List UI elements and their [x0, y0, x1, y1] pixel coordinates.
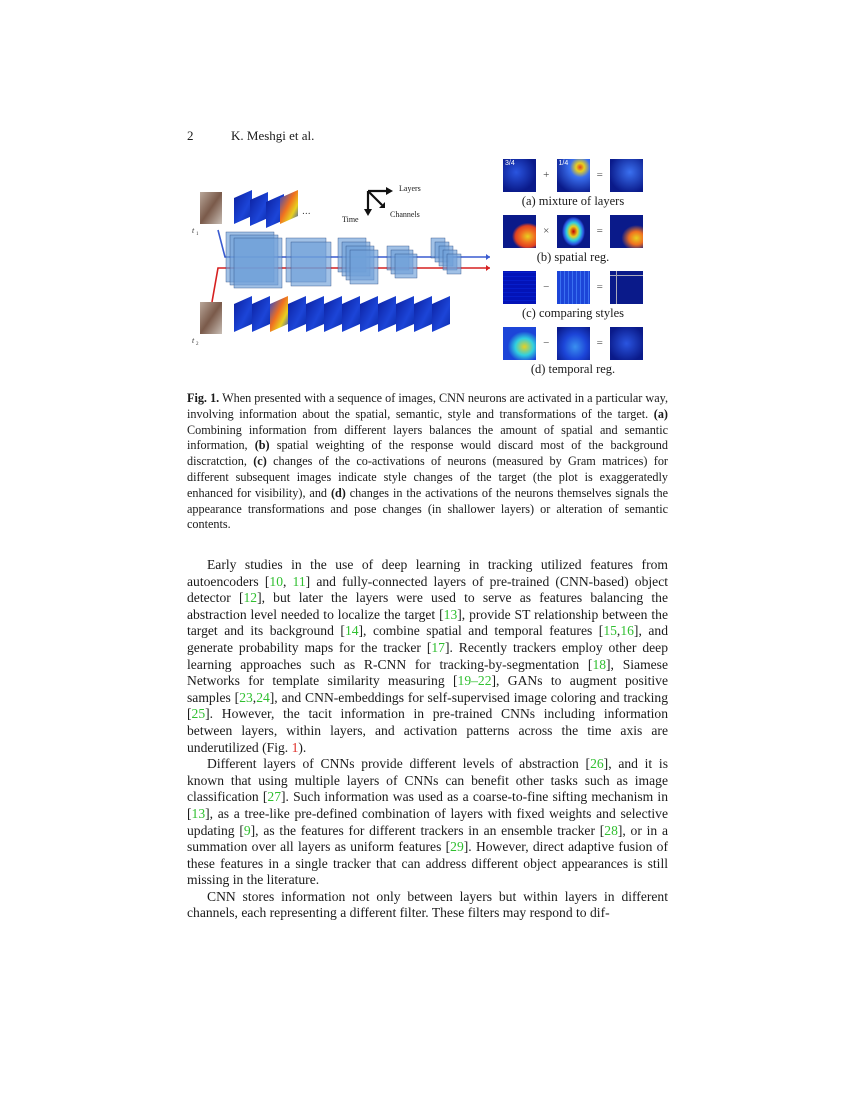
- diagram-graphic: [190, 180, 490, 350]
- citation-link[interactable]: 27: [267, 789, 281, 805]
- axis-label-time: Time: [342, 215, 359, 224]
- frame-t1-photo: [200, 192, 222, 224]
- panel-b-label: (b) spatial reg.: [536, 250, 610, 264]
- citation-link[interactable]: 17: [431, 639, 445, 655]
- page-number: 2: [187, 128, 194, 143]
- figure-subpanels: [503, 158, 643, 382]
- cnn-activation-diagram: [190, 180, 490, 350]
- gram-diff-thumb: [610, 271, 643, 304]
- citation-link[interactable]: 9: [243, 822, 251, 838]
- t2-feature-maps: [234, 296, 450, 332]
- panel-a-label: (a) mixture of layers: [521, 194, 625, 208]
- equals-operator: =: [596, 281, 603, 293]
- activation-diff-thumb: [610, 327, 643, 360]
- citation-link[interactable]: 13: [443, 606, 458, 622]
- gaussian-prior-thumb: [557, 215, 590, 248]
- paragraph-2: Different layers of CNNs provide different levels of abstraction [26], and it is known that using multiple layers of CNNs can benefit other tasks such as image classification [27]. Such information was used as a coarse-to-fine sifting mechanism in [13], as a tree-like pre-defined combination of layers with fixed weights and selective updating [9], as the features for different trackers in an ensemble tracker [28], or in a summation over all layers as uniform features [29]. However, direct adaptive fusion of these features in a single tracker that can address different object appearances is still missing in the literature.: [187, 756, 669, 888]
- layer-map-thumb: 1/4: [557, 159, 590, 192]
- plus-operator: +: [543, 169, 550, 181]
- svg-text:t: t: [192, 336, 195, 345]
- activation-t1-thumb: [503, 327, 536, 360]
- citation-link[interactable]: 16: [620, 623, 634, 639]
- panel-d-label: (d) temporal reg.: [530, 362, 616, 376]
- citation-link[interactable]: 25: [191, 706, 206, 722]
- paragraph-1: Early studies in the use of deep learning in tracking utilized features from autoencoders [10, 11] and fully-connected layers of pre-trained (CNN-based) object detector [12], but later the layers were used to serve as features balancing the abstraction level needed to localize the target [13], provide ST relationship between the target and its background [14], combine spatial and temporal features [15,16], and generate probability maps for the tracker [17]. Recently trackers employ other deep learning approaches such as R-CNN for tracking-by-segmentation [18], Siamese Networks for template similarity measuring [19–22], GANs to augment positive samples [23,24], and CNN-embeddings for self-supervised image coloring and tracking [25]. However, the tacit information in pre-trained CNNs including information between layers, within layers, and activation patterns across the time axis are underutilized (Fig. 1).: [187, 557, 669, 755]
- minus-operator: −: [543, 337, 550, 349]
- running-header: [187, 128, 314, 144]
- panel-d-row: [503, 326, 643, 360]
- svg-text:...: ...: [302, 207, 311, 217]
- citation-link[interactable]: 11: [292, 573, 306, 589]
- svg-text:1: 1: [196, 232, 199, 237]
- gram-matrix-thumb: [503, 271, 536, 304]
- citation-link[interactable]: 19–22: [457, 673, 492, 689]
- panel-c-label: (c) comparing styles: [521, 306, 625, 320]
- layer-map-thumb: 3/4: [503, 159, 536, 192]
- citation-link[interactable]: 23: [239, 689, 253, 705]
- citation-link[interactable]: 29: [450, 839, 464, 855]
- panel-c-row: [503, 270, 643, 304]
- citation-link[interactable]: 28: [604, 822, 618, 838]
- svg-text:2: 2: [196, 342, 199, 347]
- figure-reference-link[interactable]: 1: [291, 739, 299, 755]
- body-text: [187, 557, 668, 922]
- gram-matrix-thumb: [557, 271, 590, 304]
- mixed-map-thumb: [610, 159, 643, 192]
- layer-blocks: [226, 232, 461, 288]
- figure-label: Fig. 1.: [187, 391, 220, 405]
- minus-operator: −: [543, 281, 550, 293]
- t1-feature-maps: [234, 190, 311, 228]
- citation-link[interactable]: 24: [256, 689, 270, 705]
- equals-operator: =: [596, 169, 603, 181]
- panel-a-row: [503, 158, 643, 192]
- axis-label-channels: Channels: [390, 210, 420, 219]
- frame-t2-photo: [200, 302, 222, 334]
- weighted-map-thumb: [610, 215, 643, 248]
- citation-link[interactable]: 26: [590, 756, 604, 772]
- svg-text:t: t: [192, 226, 195, 235]
- citation-link[interactable]: 18: [592, 656, 607, 672]
- paragraph-3: CNN stores information not only between layers but within layers in different channels, each representing a different filter. These filters may respond to dif-: [187, 888, 668, 921]
- citation-link[interactable]: 15: [603, 623, 617, 639]
- equals-operator: =: [596, 225, 603, 237]
- running-title: K. Meshgi et al.: [231, 128, 315, 143]
- multiply-operator: ×: [543, 225, 550, 237]
- response-map-thumb: [503, 215, 536, 248]
- activation-t2-thumb: [557, 327, 590, 360]
- panel-b-row: [503, 214, 643, 248]
- citation-link[interactable]: 13: [191, 805, 206, 821]
- citation-link[interactable]: 14: [344, 623, 359, 639]
- citation-link[interactable]: 12: [243, 590, 258, 606]
- equals-operator: =: [596, 337, 603, 349]
- figure-caption: Fig. 1. When presented with a sequence of images, CNN neurons are activated in a particular way, involving information about the spatial, semantic, style and transformations of the target. (a) Combining information from different layers balances the amount of spatial and semantic information, (b) spatial weighting of the response would discard most of the background discratction, (c) changes of the co-activations of neurons (measured by Gram matrices) for different subsequent images indicate style changes of the target (the plot is exaggeratedly enhanced for visibility), and (d) changes in the activations of the neurons themselves signals the appearance transformations and pose changes (in shallower layers) or alteration of semantic contents.: [187, 391, 668, 532]
- axis-label-layers: Layers: [399, 184, 421, 193]
- citation-link[interactable]: 10: [269, 573, 283, 589]
